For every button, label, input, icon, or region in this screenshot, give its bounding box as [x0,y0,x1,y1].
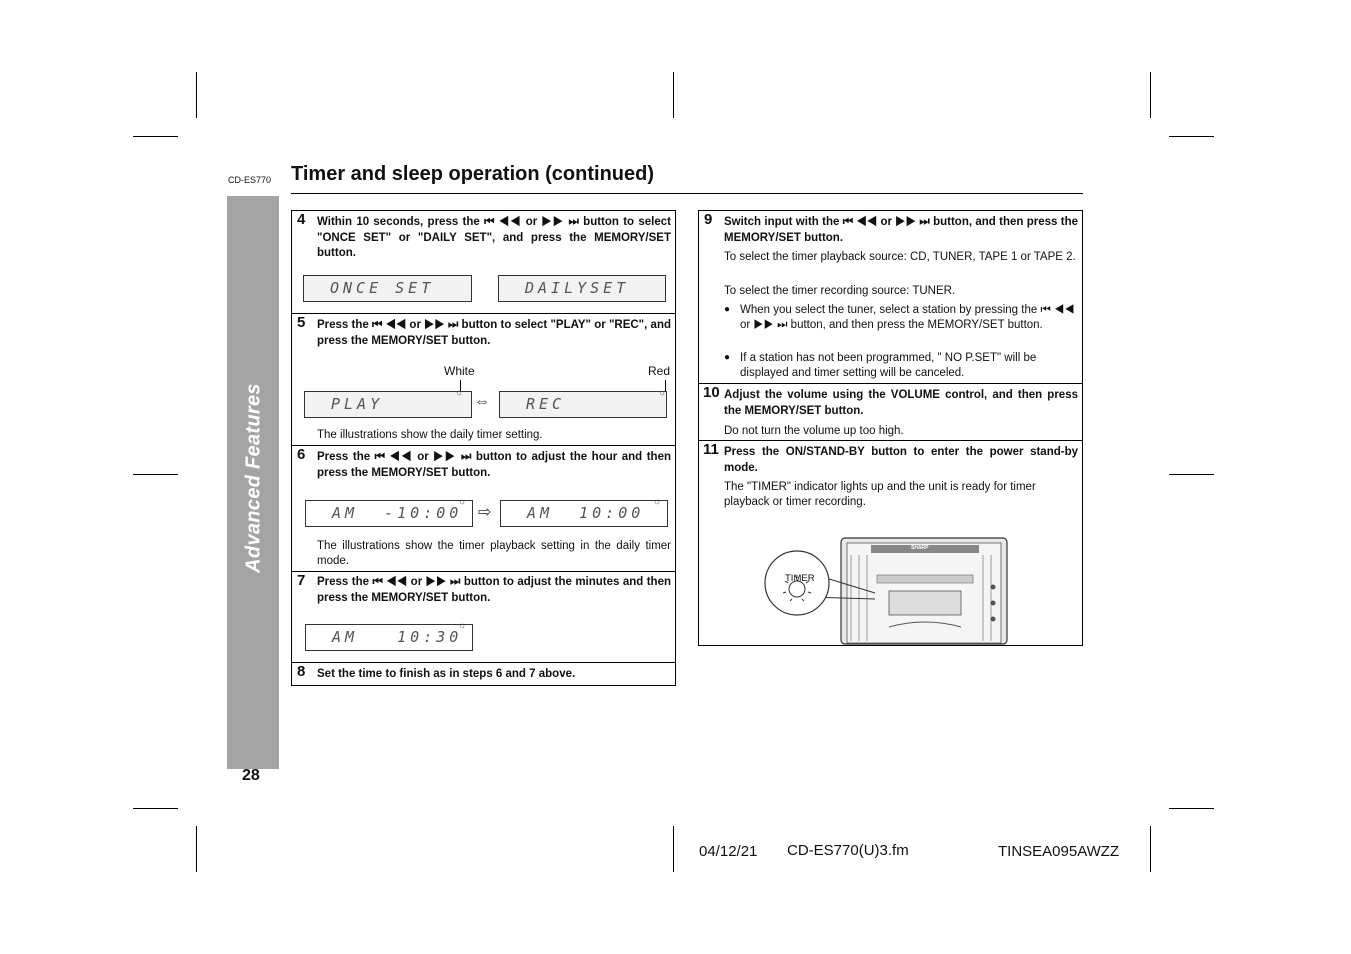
lcd-display: ONCE SET [303,275,472,302]
step-note: Do not turn the volume up too high. [724,425,904,437]
step-note: The "TIMER" indicator lights up and the unit is ready for timer playback or timer recording. [724,481,1036,508]
blink-icon: ☼ [458,620,467,630]
lcd-display: AM -10:00 [305,500,473,527]
crop-mark [1150,826,1151,872]
step-number: 11 [703,441,719,458]
crop-mark [196,72,197,118]
step-10 [699,383,1082,440]
lcd-display: DAILYSET [498,275,666,302]
crop-mark [196,826,197,872]
crop-mark [133,474,178,475]
crop-mark [1150,72,1151,118]
crop-mark [1169,808,1214,809]
lcd-display: AM 10:30 [305,624,473,651]
timer-callout-label: TIMER [785,573,815,584]
step-11 [699,440,1082,645]
step-number: 7 [297,572,306,589]
step-5 [292,313,675,445]
blink-icon: ☼ [458,496,467,506]
model-tag: CD-ES770 [228,175,272,185]
step-note: The illustrations show the daily timer setting. [317,429,543,441]
step-number: 5 [297,314,306,331]
right-arrow-icon: ⇨ [478,504,492,521]
section-label: Advanced Features [242,383,265,573]
crop-mark [673,826,674,872]
footer-date: 04/12/21 [699,843,758,860]
footer-filename: CD-ES770(U)3.fm [787,842,909,859]
step-8 [292,662,675,686]
step-instruction: Within 10 seconds, press the ⏮ ◀◀ or ▶▶ ⏭ button to select "ONCE SET" or "DAILY SET", and press the MEMORY/SET button. [317,216,671,259]
crop-mark [1169,136,1214,137]
crop-mark [133,136,178,137]
step-instruction: Press the ⏮ ◀◀ or ▶▶ ⏭ button to select "PLAY" or "REC", and press the MEMORY/SET button. [317,319,671,347]
footer-code: TINSEA095AWZZ [998,843,1120,860]
step-7 [292,571,675,662]
double-arrow-icon: ⇔ [474,393,490,410]
step-number: 9 [704,211,713,228]
stereo-illustration [763,533,1013,645]
step-instruction: Switch input with the ⏮ ◀◀ or ▶▶ ⏭ button, and then press the MEMORY/SET button. [724,216,1078,244]
crop-mark [133,808,178,809]
step-4 [292,211,675,313]
indicator-label-red: Red [648,364,671,378]
blink-icon: ☼ [653,496,662,506]
step-instruction: Press the ⏮ ◀◀ or ▶▶ ⏭ button to adjust the hour and then press the MEMORY/SET button. [317,451,671,479]
lcd-display: AM 10:00 [500,500,668,527]
lcd-display: PLAY [304,391,472,418]
blink-icon: ☼ [455,387,464,397]
crop-mark [1169,474,1214,475]
indicator-label-white: White [444,364,475,378]
crop-mark [673,72,674,118]
step-instruction: Set the time to finish as in steps 6 and 7 above. [317,668,576,680]
step-note: To select the timer playback source: CD, TUNER, TAPE 1 or TAPE 2. [724,251,1076,263]
page-title: Timer and sleep operation (continued) [291,163,655,185]
bullet-item: ● When you select the tuner, select a station by pressing the ⏮ ◀◀ or ▶▶ ⏭ button, and then press the MEMORY/SET button. [724,303,1076,332]
step-instruction: Press the ON/STAND-BY button to enter the power stand-by mode. [724,446,1078,474]
step-9 [699,211,1082,383]
left-steps-box [291,210,676,686]
bullet-item: ● If a station has not been programmed, " NO P.SET" will be displayed and timer setting will be canceled. [724,351,1076,380]
step-number: 8 [297,663,306,680]
step-note: The illustrations show the timer playback setting in the daily timer mode. [317,540,671,567]
step-note: To select the timer recording source: TUNER. [724,285,956,297]
step-number: 6 [297,446,306,463]
blink-icon: ☼ [658,387,667,397]
step-number: 4 [297,211,306,228]
step-instruction: Press the ⏮ ◀◀ or ▶▶ ⏭ button to adjust the minutes and then press the MEMORY/SET button. [317,576,671,604]
right-steps-box [698,210,1083,646]
title-rule [291,193,1083,194]
step-number: 10 [703,384,720,401]
step-6 [292,445,675,571]
step-instruction: Adjust the volume using the VOLUME control, and then press the MEMORY/SET button. [724,389,1078,417]
brand-logo: SHARP [911,545,929,551]
page-number: 28 [242,767,260,784]
lcd-display: REC [499,391,667,418]
